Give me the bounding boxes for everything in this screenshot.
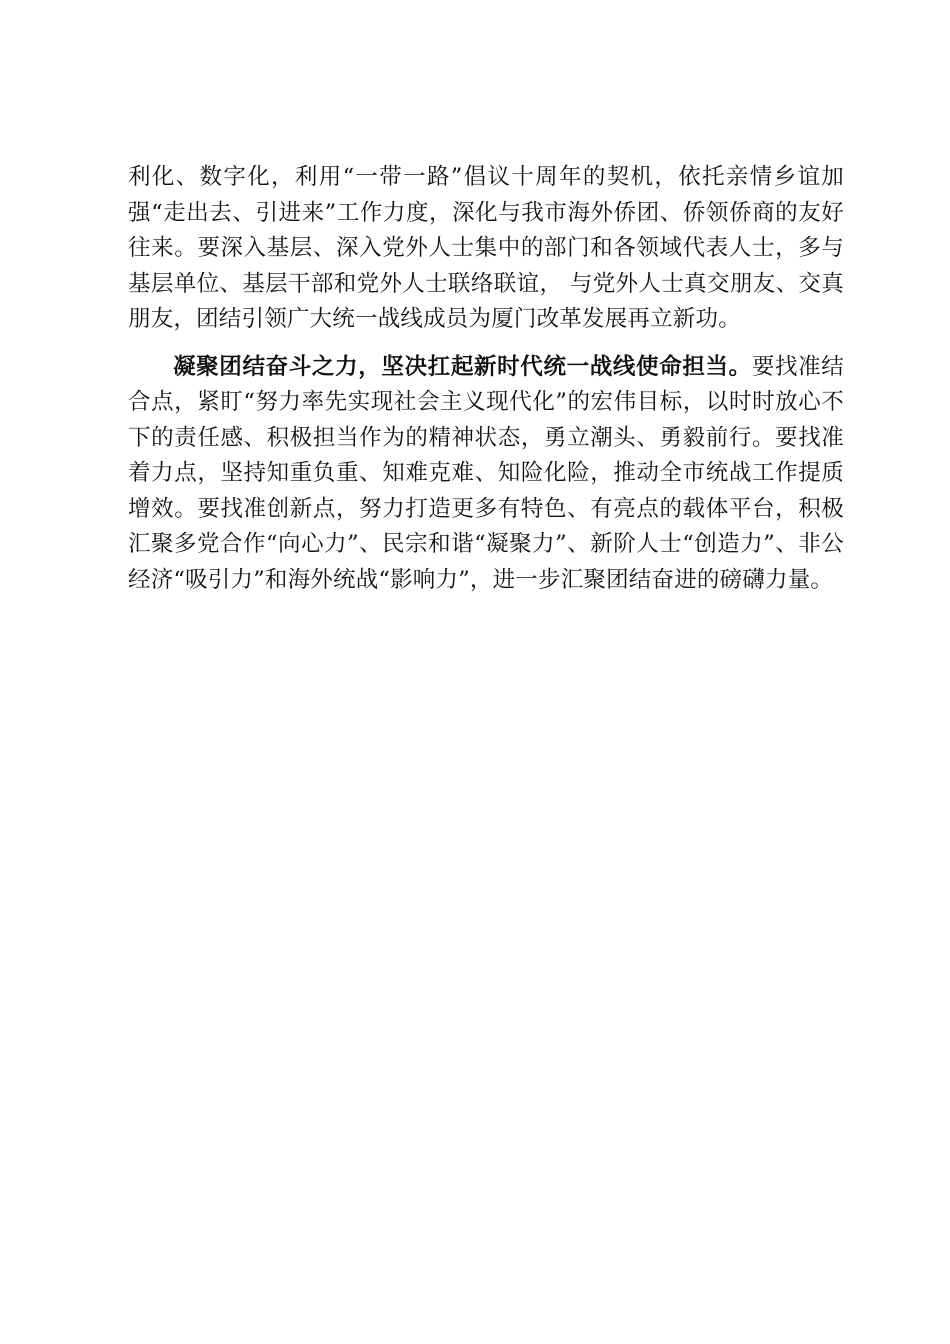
paragraph-lead-heading: 凝聚团结奋斗之力，坚决扛起新时代统一战线使命担当。 — [173, 353, 752, 380]
paragraph-text: 利化、数字化，利用“一带一路”倡议十周年的契机，依托亲情乡谊加强“走出去、引进来”工作力度，深化与我市海外侨团、侨领侨商的友好往来。要深入基层、深入党外人士集中的部门和各领域代表人士，多与基层单位、基层干部和党外人士联络联谊， 与党外人士真交朋友、交真朋友，团结引领广大统一战线成员为厦门改革发展再立新功。 — [128, 164, 844, 332]
paragraph-continuation — [128, 160, 844, 338]
document-body — [128, 160, 844, 598]
paragraph-unity-mission — [128, 350, 844, 599]
paragraph-text: 要找准结合点，紧盯“努力率先实现社会主义现代化”的宏伟目标，以时时放心不下的责任感、积极担当作为的精神状态，勇立潮头、勇毅前行。要找准着力点，坚持知重负重、知难克难、知险化险，推动全市统战工作提质增效。要找准创新点，努力打造更多有特色、有亮点的载体平台，积极汇聚多党合作“向心力”、民宗和谐“凝聚力”、新阶人士“创造力”、非公经济“吸引力”和海外统战“影响力”，进一步汇聚团结奋进的磅礴力量。 — [128, 353, 844, 593]
